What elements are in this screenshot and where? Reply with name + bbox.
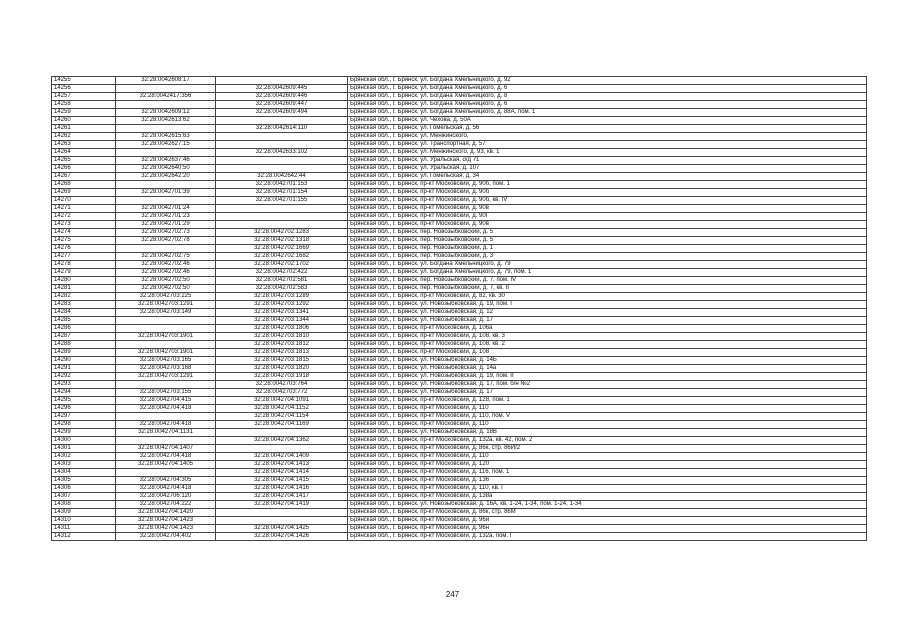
address-cell: Брянская обл., г. Брянск, пр-кт Московский, д. 90б, кв. IV (348, 197, 867, 205)
row-number-cell: 14312 (52, 533, 116, 541)
row-number-cell: 14291 (52, 365, 116, 373)
table-row (52, 165, 867, 173)
land-cadastral-number-cell: 32:28:0042417:356 (116, 93, 216, 101)
building-cadastral-number-cell (216, 205, 348, 213)
address-cell: Брянская обл., г. Брянск, ул. Богдана Хмельницкого, д. 79 (348, 261, 867, 269)
land-cadastral-number-cell: 32:28:0042703:149 (116, 309, 216, 317)
row-number-cell: 14296 (52, 405, 116, 413)
building-cadastral-number-cell: 32:28:0042702:422 (216, 269, 348, 277)
address-cell: Брянская обл., г. Брянск, ул. Менжинского, (348, 133, 867, 141)
table-row (52, 325, 867, 333)
address-cell: Брянская обл., г. Брянск, пр-кт Московский, д. 110, пом. V (348, 413, 867, 421)
row-number-cell: 14283 (52, 301, 116, 309)
building-cadastral-number-cell: 32:28:0042703:1812 (216, 341, 348, 349)
row-number-cell: 14298 (52, 421, 116, 429)
table-row (52, 157, 867, 165)
table-row (52, 189, 867, 197)
row-number-cell: 14257 (52, 93, 116, 101)
building-cadastral-number-cell: 32:28:0042609:447 (216, 101, 348, 109)
address-cell: Брянская обл., г. Брянск, пер. Новозыбковский, д. 7, пом. IV (348, 277, 867, 285)
land-cadastral-number-cell: 32:28:0042702:46 (116, 269, 216, 277)
address-cell: Брянская обл., г. Брянск, пер. Новозыбковский, д. 3 (348, 253, 867, 261)
land-cadastral-number-cell: 32:28:0042704:418 (116, 421, 216, 429)
land-cadastral-number-cell: 32:28:0042642:20 (116, 173, 216, 181)
table-row (52, 405, 867, 413)
building-cadastral-number-cell: 32:28:0042703:1292 (216, 301, 348, 309)
land-cadastral-number-cell: 32:28:0042702:75 (116, 253, 216, 261)
table-row (52, 349, 867, 357)
address-cell: Брянская обл., г. Брянск, пр-кт Московский, д. 120 (348, 461, 867, 469)
table-row (52, 293, 867, 301)
row-number-cell: 14310 (52, 517, 116, 525)
row-number-cell: 14284 (52, 309, 116, 317)
address-cell: Брянская обл., г. Брянск, ул. Новозыбковская, д. 18В (348, 429, 867, 437)
address-cell: Брянская обл., г. Брянск, пр-кт Московский, д. 132а, пом. I (348, 533, 867, 541)
row-number-cell: 14303 (52, 461, 116, 469)
row-number-cell: 14280 (52, 277, 116, 285)
table-row (52, 317, 867, 325)
building-cadastral-number-cell: 32:28:0042703:1820 (216, 365, 348, 373)
building-cadastral-number-cell: 32:28:0042704:1362 (216, 437, 348, 445)
land-cadastral-number-cell: 32:28:0042701:39 (116, 189, 216, 197)
land-cadastral-number-cell: 32:28:0042702:46 (116, 261, 216, 269)
row-number-cell: 14302 (52, 453, 116, 461)
land-cadastral-number-cell (116, 469, 216, 477)
address-cell: Брянская обл., г. Брянск, ул. Новозыбковская, д. 14а (348, 365, 867, 373)
address-cell: Брянская обл., г. Брянск, пр-кт Московский, д. 108, кв. 2 (348, 341, 867, 349)
row-number-cell: 14295 (52, 397, 116, 405)
address-cell: Брянская обл., г. Брянск, пр-кт Московский, д. 108 (348, 349, 867, 357)
building-cadastral-number-cell: 32:28:0042704:1152 (216, 405, 348, 413)
address-cell: Брянская обл., г. Брянск, пр-кт Московский, д. 90в (348, 205, 867, 213)
address-cell: Брянская обл., г. Брянск, пр-кт Московский, д. 132а, кв. 42, пом. 2 (348, 437, 867, 445)
table-row (52, 421, 867, 429)
table-row (52, 277, 867, 285)
address-cell: Брянская обл., г. Брянск, ул. Гомельская, д. 56 (348, 125, 867, 133)
land-cadastral-number-cell: 32:28:0042704:418 (116, 485, 216, 493)
address-cell: Брянская обл., г. Брянск, ул. Новозыбковская, д. 17 (348, 389, 867, 397)
table-row (52, 109, 867, 117)
land-cadastral-number-cell: 32:28:0042701:29 (116, 221, 216, 229)
table-row (52, 301, 867, 309)
building-cadastral-number-cell: 32:28:0042703:1813 (216, 349, 348, 357)
row-number-cell: 14309 (52, 509, 116, 517)
address-cell: Брянская обл., г. Брянск, пр-кт Московский, д. 106а (348, 325, 867, 333)
land-cadastral-number-cell (116, 341, 216, 349)
building-cadastral-number-cell: 32:28:0042703:764 (216, 381, 348, 389)
land-cadastral-number-cell: 32:28:0042703:165 (116, 357, 216, 365)
land-cadastral-number-cell: 32:28:0042706:120 (116, 493, 216, 501)
table-row (52, 493, 867, 501)
building-cadastral-number-cell: 32:28:0042703:1918 (216, 373, 348, 381)
land-cadastral-number-cell (116, 413, 216, 421)
table-row (52, 181, 867, 189)
row-number-cell: 14262 (52, 133, 116, 141)
address-cell: Брянская обл., г. Брянск, ул. Богдана Хмельницкого, д. 6 (348, 101, 867, 109)
land-cadastral-number-cell: 32:28:0042703:225 (116, 293, 216, 301)
land-cadastral-number-cell (116, 85, 216, 93)
row-number-cell: 14300 (52, 437, 116, 445)
address-cell: Брянская обл., г. Брянск, ул. Новозыбковская, д. 16А, кв. 1-24, 1-34, пом. 1-24, 1-34 (348, 501, 867, 509)
row-number-cell: 14282 (52, 293, 116, 301)
row-number-cell: 14266 (52, 165, 116, 173)
address-cell: Брянская обл., г. Брянск, пр-кт Московский, д. 136 (348, 477, 867, 485)
row-number-cell: 14264 (52, 149, 116, 157)
row-number-cell: 14289 (52, 349, 116, 357)
table-row (52, 453, 867, 461)
land-cadastral-number-cell: 32:28:0042703:1901 (116, 349, 216, 357)
row-number-cell: 14263 (52, 141, 116, 149)
row-number-cell: 14288 (52, 341, 116, 349)
row-number-cell: 14297 (52, 413, 116, 421)
address-cell: Брянская обл., г. Брянск, ул. Новозыбковская, д. 19, пом. II (348, 373, 867, 381)
row-number-cell: 14299 (52, 429, 116, 437)
table-row (52, 101, 867, 109)
land-cadastral-number-cell: 32:28:0042613:62 (116, 117, 216, 125)
table-row (52, 85, 867, 93)
table-row (52, 533, 867, 541)
address-cell: Брянская обл., г. Брянск, пер. Новозыбковский, д. 1 (348, 245, 867, 253)
table-row (52, 245, 867, 253)
row-number-cell: 14260 (52, 117, 116, 125)
table-row (52, 205, 867, 213)
row-number-cell: 14307 (52, 493, 116, 501)
row-number-cell: 14268 (52, 181, 116, 189)
building-cadastral-number-cell: 32:28:0042614:110 (216, 125, 348, 133)
table-row (52, 525, 867, 533)
building-cadastral-number-cell: 32:28:0042702:1682 (216, 253, 348, 261)
land-cadastral-number-cell: 32:28:0042704:1423 (116, 525, 216, 533)
land-cadastral-number-cell: 32:28:0042704:305 (116, 477, 216, 485)
address-cell: Брянская обл., г. Брянск, ул. Гомельская, д. 34 (348, 173, 867, 181)
row-number-cell: 14270 (52, 197, 116, 205)
address-cell: Брянская обл., г. Брянск, ул. Богдана Хмельницкого, д. 79, пом. 1 (348, 269, 867, 277)
building-cadastral-number-cell: 32:28:0042609:445 (216, 85, 348, 93)
address-cell: Брянская обл., г. Брянск, пр-кт Московский, д. 138а (348, 493, 867, 501)
address-cell: Брянская обл., г. Брянск, пр-кт Московский, д. 110, кв. I (348, 485, 867, 493)
building-cadastral-number-cell: 32:28:0042633:102 (216, 149, 348, 157)
row-number-cell: 14275 (52, 237, 116, 245)
row-number-cell: 14256 (52, 85, 116, 93)
land-cadastral-number-cell: 32:28:0042704:415 (116, 397, 216, 405)
address-cell: Брянская обл., г. Брянск, пер. Новозыбковский, д. 7, кв. II (348, 285, 867, 293)
land-cadastral-number-cell (116, 197, 216, 205)
address-cell: Брянская обл., г. Брянск, ул. Богдана Хмельницкого, д. 8 (348, 93, 867, 101)
land-cadastral-number-cell: 32:28:0042704:1423 (116, 517, 216, 525)
table-row (52, 253, 867, 261)
row-number-cell: 14305 (52, 477, 116, 485)
table-row (52, 509, 867, 517)
row-number-cell: 14294 (52, 389, 116, 397)
row-number-cell: 14255 (52, 77, 116, 85)
land-cadastral-number-cell: 32:28:0042615:63 (116, 133, 216, 141)
table-row (52, 437, 867, 445)
land-cadastral-number-cell: 32:28:0042704:402 (116, 533, 216, 541)
building-cadastral-number-cell: 32:28:0042702:583 (216, 285, 348, 293)
address-cell: Брянская обл., г. Брянск, ул. Менжинского, д. 93, кв. 1 (348, 149, 867, 157)
row-number-cell: 14258 (52, 101, 116, 109)
building-cadastral-number-cell: 32:28:0042702:1318 (216, 237, 348, 245)
building-cadastral-number-cell: 32:28:0042701:154 (216, 189, 348, 197)
building-cadastral-number-cell: 32:28:0042609:446 (216, 93, 348, 101)
address-cell: Брянская обл., г. Брянск, пр-кт Московский, д. 90б, пом. 1 (348, 181, 867, 189)
land-cadastral-number-cell (116, 181, 216, 189)
building-cadastral-number-cell (216, 157, 348, 165)
row-number-cell: 14277 (52, 253, 116, 261)
row-number-cell: 14278 (52, 261, 116, 269)
land-cadastral-number-cell: 32:28:0042703:1901 (116, 333, 216, 341)
land-cadastral-number-cell: 32:28:0042704:222 (116, 501, 216, 509)
table-row (52, 229, 867, 237)
land-cadastral-number-cell (116, 149, 216, 157)
row-number-cell: 14287 (52, 333, 116, 341)
building-cadastral-number-cell: 32:28:0042609:494 (216, 109, 348, 117)
land-cadastral-number-cell: 32:28:0042701:24 (116, 205, 216, 213)
address-cell: Брянская обл., г. Брянск, ул. Чехова, д. 50А (348, 117, 867, 125)
address-cell: Брянская обл., г. Брянск, ул. Уральская, д. 107 (348, 165, 867, 173)
table-row (52, 149, 867, 157)
table-row (52, 269, 867, 277)
address-cell: Брянская обл., г. Брянск, ул. Новозыбковская, д. 14Б (348, 357, 867, 365)
row-number-cell: 14286 (52, 325, 116, 333)
land-cadastral-number-cell: 32:28:0042608:17 (116, 77, 216, 85)
building-cadastral-number-cell (216, 509, 348, 517)
address-cell: Брянская обл., г. Брянск, ул. Богдана Хмельницкого, д. 6 (348, 85, 867, 93)
address-cell: Брянская обл., г. Брянск, пр-кт Московский, д. 82, кв. 30 (348, 293, 867, 301)
address-cell: Брянская обл., г. Брянск, пр-кт Московский, д. 110 (348, 405, 867, 413)
table-row (52, 477, 867, 485)
land-cadastral-number-cell: 32:28:0042702:78 (116, 237, 216, 245)
building-cadastral-number-cell: 32:28:0042702:1702 (216, 261, 348, 269)
land-cadastral-number-cell: 32:28:0042703:1291 (116, 373, 216, 381)
address-cell: Брянская обл., г. Брянск, пр-кт Московский, д. 96и (348, 517, 867, 525)
table-row (52, 237, 867, 245)
address-cell: Брянская обл., г. Брянск, пр-кт Московский, д. 86к, стр. 86И/2 (348, 445, 867, 453)
building-cadastral-number-cell: 32:28:0042642:44 (216, 173, 348, 181)
row-number-cell: 14301 (52, 445, 116, 453)
land-cadastral-number-cell: 32:28:0042640:50 (116, 165, 216, 173)
land-cadastral-number-cell: 32:28:0042702:50 (116, 285, 216, 293)
land-cadastral-number-cell: 32:28:0042637:46 (116, 157, 216, 165)
page-number: 247 (445, 590, 460, 599)
building-cadastral-number-cell: 32:28:0042703:1344 (216, 317, 348, 325)
table-row (52, 501, 867, 509)
address-cell: Брянская обл., г. Брянск, пр-кт Московский, д. 116, пом. 1 (348, 469, 867, 477)
building-cadastral-number-cell: 32:28:0042704:1426 (216, 533, 348, 541)
table-row (52, 341, 867, 349)
address-cell: Брянская обл., г. Брянск, ул. Новозыбковская, д. 19, пом. I (348, 301, 867, 309)
building-cadastral-number-cell: 32:28:0042704:1414 (216, 469, 348, 477)
table-row (52, 485, 867, 493)
land-cadastral-number-cell (116, 245, 216, 253)
address-cell: Брянская обл., г. Брянск, пр-кт Московский, д. 108, кв. 3 (348, 333, 867, 341)
table-row (52, 429, 867, 437)
table-row (52, 117, 867, 125)
building-cadastral-number-cell (216, 213, 348, 221)
building-cadastral-number-cell: 32:28:0042703:1341 (216, 309, 348, 317)
table-row (52, 261, 867, 269)
table-row (52, 517, 867, 525)
row-number-cell: 14279 (52, 269, 116, 277)
table-row (52, 389, 867, 397)
land-cadastral-number-cell: 32:28:0042702:73 (116, 229, 216, 237)
building-cadastral-number-cell: 32:28:0042703:1815 (216, 357, 348, 365)
table-row (52, 461, 867, 469)
land-cadastral-number-cell: 32:28:0042704:1420 (116, 509, 216, 517)
row-number-cell: 14259 (52, 109, 116, 117)
building-cadastral-number-cell (216, 429, 348, 437)
land-cadastral-number-cell (116, 101, 216, 109)
building-cadastral-number-cell (216, 77, 348, 85)
row-number-cell: 14276 (52, 245, 116, 253)
registry-table-body (52, 77, 867, 541)
table-row (52, 93, 867, 101)
land-cadastral-number-cell: 32:28:0042704:1407 (116, 445, 216, 453)
land-cadastral-number-cell (116, 437, 216, 445)
building-cadastral-number-cell: 32:28:0042704:1413 (216, 461, 348, 469)
building-cadastral-number-cell: 32:28:0042704:1425 (216, 525, 348, 533)
land-cadastral-number-cell (116, 317, 216, 325)
row-number-cell: 14261 (52, 125, 116, 133)
address-cell: Брянская обл., г. Брянск, пр-кт Московский, д. 128, пом. 1 (348, 397, 867, 405)
land-cadastral-number-cell: 32:28:0042701:23 (116, 213, 216, 221)
building-cadastral-number-cell: 32:28:0042704:1416 (216, 485, 348, 493)
address-cell: Брянская обл., г. Брянск, ул. Транспортная, д. 57 (348, 141, 867, 149)
row-number-cell: 14290 (52, 357, 116, 365)
row-number-cell: 14293 (52, 381, 116, 389)
building-cadastral-number-cell: 32:28:0042702:1283 (216, 229, 348, 237)
address-cell: Брянская обл., г. Брянск, пр-кт Московский, д. 110 (348, 421, 867, 429)
registry-table (51, 76, 867, 541)
row-number-cell: 14311 (52, 525, 116, 533)
building-cadastral-number-cell: 32:28:0042704:1415 (216, 477, 348, 485)
land-cadastral-number-cell: 32:28:0042627:15 (116, 141, 216, 149)
building-cadastral-number-cell: 32:28:0042703:772 (216, 389, 348, 397)
land-cadastral-number-cell (116, 325, 216, 333)
building-cadastral-number-cell (216, 221, 348, 229)
address-cell: Брянская обл., г. Брянск, ул. Богдана Хмельницкого, д. 88А, пом. 1 (348, 109, 867, 117)
address-cell: Брянская обл., г. Брянск, пр-кт Московский, д. 110 (348, 453, 867, 461)
land-cadastral-number-cell (116, 381, 216, 389)
building-cadastral-number-cell: 32:28:0042704:1169 (216, 421, 348, 429)
row-number-cell: 14273 (52, 221, 116, 229)
building-cadastral-number-cell: 32:28:0042704:1154 (216, 413, 348, 421)
table-row (52, 381, 867, 389)
row-number-cell: 14267 (52, 173, 116, 181)
table-row (52, 133, 867, 141)
row-number-cell: 14308 (52, 501, 116, 509)
table-row (52, 413, 867, 421)
table-row (52, 397, 867, 405)
table-row (52, 197, 867, 205)
building-cadastral-number-cell (216, 133, 348, 141)
building-cadastral-number-cell: 32:28:0042701:155 (216, 197, 348, 205)
address-cell: Брянская обл., г. Брянск, пр-кт Московский, д. 90Г (348, 213, 867, 221)
row-number-cell: 14292 (52, 373, 116, 381)
land-cadastral-number-cell (116, 125, 216, 133)
building-cadastral-number-cell: 32:28:0042704:1419 (216, 501, 348, 509)
building-cadastral-number-cell: 32:28:0042704:1409 (216, 453, 348, 461)
land-cadastral-number-cell: 32:28:0042609:12 (116, 109, 216, 117)
building-cadastral-number-cell: 32:28:0042702:581 (216, 277, 348, 285)
row-number-cell: 14285 (52, 317, 116, 325)
table-row (52, 77, 867, 85)
table-row (52, 125, 867, 133)
building-cadastral-number-cell: 32:28:0042701:153 (216, 181, 348, 189)
table-row (52, 213, 867, 221)
row-number-cell: 14274 (52, 229, 116, 237)
land-cadastral-number-cell: 32:28:0042703:155 (116, 389, 216, 397)
row-number-cell: 14281 (52, 285, 116, 293)
address-cell: Брянская обл., г. Брянск, пр-кт Московский, д. 90б (348, 189, 867, 197)
building-cadastral-number-cell: 32:28:0042703:1806 (216, 325, 348, 333)
address-cell: Брянская обл., г. Брянск, пер. Новозыбковский, д. 5 (348, 237, 867, 245)
building-cadastral-number-cell: 32:28:0042703:1289 (216, 293, 348, 301)
table-row (52, 333, 867, 341)
address-cell: Брянская обл., г. Брянск, пр-кт Московский, д. 86к, стр. 86М (348, 509, 867, 517)
building-cadastral-number-cell: 32:28:0042702:1669 (216, 245, 348, 253)
address-cell: Брянская обл., г. Брянск, пр-кт Московский, д. 90в (348, 221, 867, 229)
address-cell: Брянская обл., г. Брянск, пр-кт Московский, д. 96н (348, 525, 867, 533)
building-cadastral-number-cell: 32:28:0042703:1810 (216, 333, 348, 341)
land-cadastral-number-cell: 32:28:0042703:168 (116, 365, 216, 373)
address-cell: Брянская обл., г. Брянск, ул. Уральская, о/д 71 (348, 157, 867, 165)
table-row (52, 173, 867, 181)
row-number-cell: 14306 (52, 485, 116, 493)
address-cell: Брянская обл., г. Брянск, ул. Новозыбковская, д. 12 (348, 309, 867, 317)
table-row (52, 373, 867, 381)
table-row (52, 309, 867, 317)
address-cell: Брянская обл., г. Брянск, пер. Новозыбковский, д. 5 (348, 229, 867, 237)
address-cell: Брянская обл., г. Брянск, ул. Богдана Хмельницкого, д. 92 (348, 77, 867, 85)
building-cadastral-number-cell: 32:28:0042704:1091 (216, 397, 348, 405)
table-row (52, 285, 867, 293)
address-cell: Брянская обл., г. Брянск, ул. Новозыбковская, д. 17, пом. б/н №2 (348, 381, 867, 389)
building-cadastral-number-cell (216, 445, 348, 453)
row-number-cell: 14265 (52, 157, 116, 165)
table-row (52, 221, 867, 229)
table-row (52, 357, 867, 365)
building-cadastral-number-cell (216, 141, 348, 149)
row-number-cell: 14272 (52, 213, 116, 221)
table-row (52, 141, 867, 149)
land-cadastral-number-cell: 32:28:0042702:50 (116, 277, 216, 285)
land-cadastral-number-cell: 32:28:0042704:1405 (116, 461, 216, 469)
address-cell: Брянская обл., г. Брянск, ул. Новозыбковская, д. 17 (348, 317, 867, 325)
land-cadastral-number-cell: 32:28:0042703:1291 (116, 301, 216, 309)
table-row (52, 445, 867, 453)
land-cadastral-number-cell: 32:28:0042704:418 (116, 405, 216, 413)
building-cadastral-number-cell (216, 117, 348, 125)
table-row (52, 365, 867, 373)
land-cadastral-number-cell: 32:28:0042704:418 (116, 453, 216, 461)
row-number-cell: 14304 (52, 469, 116, 477)
table-row (52, 469, 867, 477)
land-cadastral-number-cell: 32:28:0042704:1131 (116, 429, 216, 437)
row-number-cell: 14269 (52, 189, 116, 197)
building-cadastral-number-cell (216, 165, 348, 173)
row-number-cell: 14271 (52, 205, 116, 213)
building-cadastral-number-cell (216, 517, 348, 525)
building-cadastral-number-cell: 32:28:0042704:1417 (216, 493, 348, 501)
